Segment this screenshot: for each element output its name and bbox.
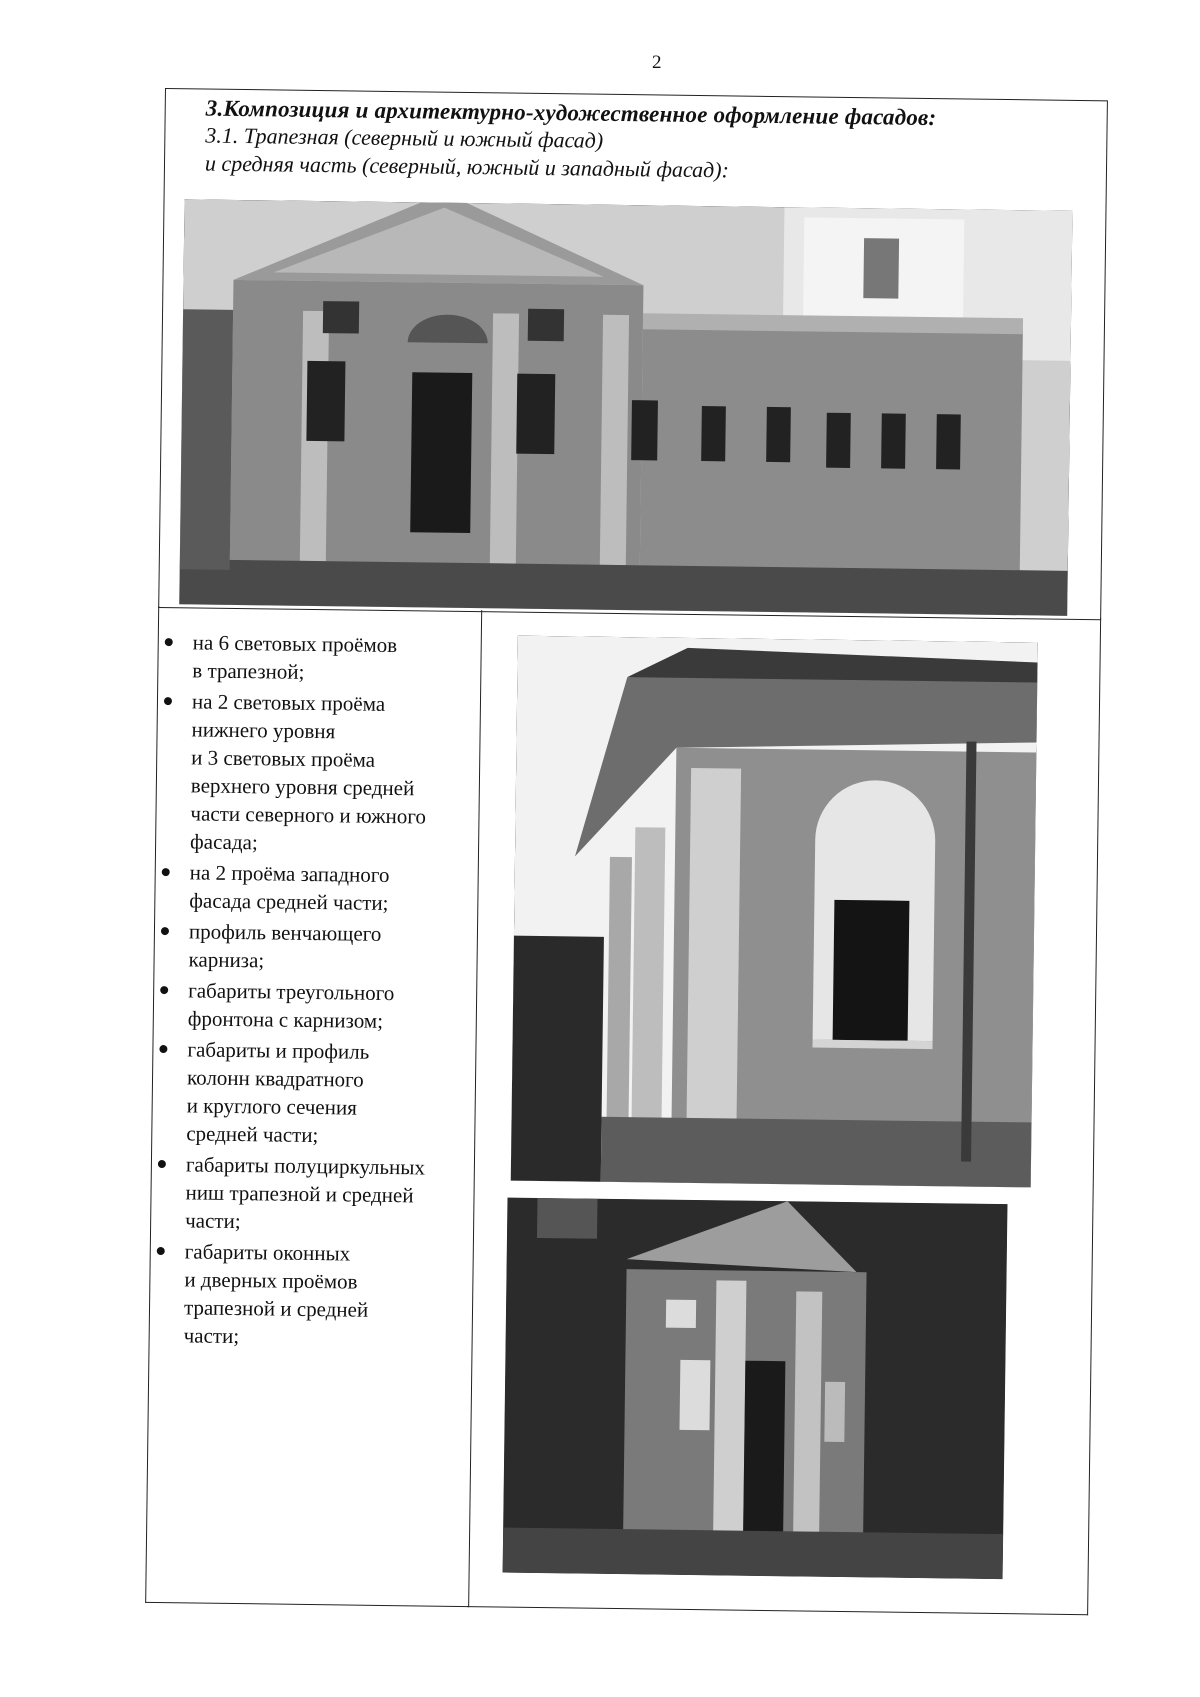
list-item-text: на 6 световых проёмов в трапезной;	[192, 630, 398, 684]
church-portico-corner-photo	[511, 636, 1038, 1188]
bullet-icon	[157, 1247, 165, 1255]
church-west-portico-photo	[503, 1198, 1008, 1580]
list-item	[159, 858, 470, 918]
list-item	[162, 628, 473, 688]
section-subtitle-1: 3.1. Трапезная (северный и южный фасад)	[205, 122, 604, 153]
photos-cell	[467, 610, 1101, 1615]
list-item-text: на 2 световых проёма нижнего уровня и 3 световых проёма верхнего уровня средней части северного и южного фасада;	[189, 689, 427, 855]
list-item-text: габариты оконных и дверных проёмов трапезной и средней части;	[183, 1239, 369, 1349]
bullet-icon	[159, 1045, 167, 1053]
list-item	[158, 917, 469, 977]
bullet-icon	[162, 868, 170, 876]
list-item	[156, 1035, 467, 1151]
list-item	[158, 976, 469, 1036]
facade-table	[145, 88, 1110, 1615]
list-item-text: габариты треугольного фронтона с карнизом;	[187, 978, 395, 1033]
list-item-text: профиль венчающего карниза;	[188, 919, 382, 973]
list-item	[160, 687, 472, 859]
elements-list-cell	[145, 606, 482, 1607]
page-number: 2	[652, 52, 662, 73]
section-subtitle-2: и средняя часть (северный, южный и западный фасад):	[204, 150, 730, 183]
protected-elements-list	[153, 628, 472, 1356]
bullet-icon	[164, 697, 172, 705]
section-title: 3.Композиция и архитектурно-художественное оформление фасадов:	[205, 95, 937, 131]
bullet-icon	[165, 638, 173, 646]
bullet-icon	[158, 1160, 166, 1168]
list-item-text: габариты полуциркульных ниш трапезной и средней части;	[185, 1152, 426, 1234]
list-item-text: габариты и профиль колонн квадратного и круглого сечения средней части;	[186, 1037, 370, 1148]
list-item	[153, 1237, 464, 1353]
bullet-icon	[160, 986, 168, 994]
list-item-text: на 2 проёма западного фасада средней части;	[189, 860, 390, 915]
church-north-facade-photo	[179, 199, 1072, 616]
list-item	[155, 1150, 466, 1238]
header-cell	[158, 88, 1108, 620]
bullet-icon	[161, 927, 169, 935]
